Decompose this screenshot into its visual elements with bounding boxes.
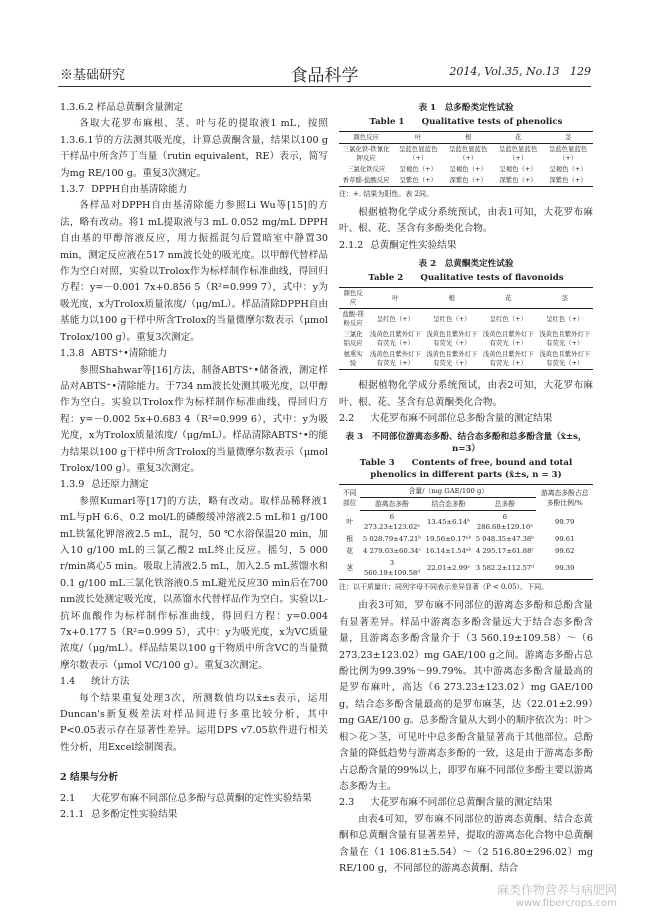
table-cell: 呈红色（+）: [546, 314, 584, 323]
table-2-caption-zh: 表 2 总黄酮类定性试验: [418, 259, 514, 270]
table-cell: 99.79: [555, 518, 575, 527]
table-1-caption-zh: 表 1 总多酚类定性试验: [418, 103, 514, 113]
table-cell: 盐酸-镁粉反应: [342, 310, 364, 328]
paragraph: 根据植物化学成分系统预试，由表2可知，大花罗布麻叶、根、花、茎含有总黄酮类化合物。: [339, 380, 593, 408]
heading-text: 结果与分析: [70, 772, 118, 784]
paragraph: 参照Shahwar等[16]方法，制备ABTS⁺•储备液，测定样品对ABTS⁺•清除能力。于734 nm波长处测其吸光度，以甲醇作为空白。实验以Trolox作为标样制作标准曲线，得回归方程：y=－0.002 5x+0.683 4（R²=0.999 6），式中：y为吸光度，x为Trolox质量浓度/（μg/mL）。样品清除ABTS⁺•的能力结果以100 g干样中所含Trolox的当量微摩尔数表示（μmol Trolox/100 g）。重复3次测定。: [60, 364, 328, 474]
heading-text: 总多酚定性实验结果: [91, 809, 178, 821]
table-cell: 99.61: [555, 535, 575, 544]
table-cell: 22.01±2.99ᵃ: [424, 557, 474, 580]
table-cell: 3 582.2±112.57ᵈ: [473, 557, 536, 580]
table-cell: 浅黄色且紫外灯下有荧光（+）: [537, 349, 593, 370]
heading-number: 2: [60, 772, 67, 784]
table-2: [339, 258, 593, 370]
heading-number: 2.1.1: [60, 809, 85, 821]
paragraph: 参照Kumarl等[17]的方法，略有改动。取样品稀释液1 mL与pH 6.6、0.2 mol/L的磷酸缓冲溶液2.5 mL和1 g/100 mL铁氰化钾溶液2.5 mL，混匀，50 ℃水浴保温20 min，加入10 g/100 mL的三氯乙酸2 mL终止反应。摇匀，5 000 r/min离心5 min。吸取上清液2.5 mL，加入2.5 mL蒸馏水和0.1 g/100 mL三氯化铁溶液0.5 mL避光反应30 min后在700 nm波长处测定吸光度，以蒸馏水代替样品作为空白。实验以L-抗坏血酸作为标样制作标准曲线，得回归方程：y=0.004 7x+0.177 5（R²=0.999 5），式中：y为吸光度，x为VC质量浓度/（μg/mL）。样品结果以100 g干物质中所含VC的当量微摩尔数表示（μmol VC/100 g）。重复3次测定。: [60, 495, 328, 671]
heading-text: 统计方法: [91, 676, 130, 688]
table-header-cell: 茎: [537, 288, 593, 309]
left-column: [60, 100, 328, 823]
right-block-b: [339, 378, 593, 427]
table-3-header-ratio: 游离态多酚占总多酚比例/%: [536, 485, 593, 511]
paragraph: 由表4可知，罗布麻不同部位的游离态黄酮、结合态黄酮和总黄酮含量有显著差异，提取的游离态化合物中总黄酮含量在（1 106.81±5.54）～（2 516.80±296.02）mg RE/100 g，不同部位的游离态黄酮、结合: [339, 813, 593, 874]
table-cell: 呈蓝色显蓝色（+）: [498, 145, 538, 162]
table-header-cell: 花: [493, 132, 543, 144]
subsection-heading: [60, 182, 328, 198]
table-cell: 呈褐色（+）: [399, 165, 437, 173]
table-cell: 5 048.35±47.38ᵇ: [475, 535, 534, 544]
heading-number: 1.4: [60, 676, 76, 688]
issue-and-page: [449, 65, 591, 78]
table-cell: 99.39: [536, 557, 593, 580]
table-cell: 浅黄色且紫外灯下有荧光（+）: [369, 330, 421, 348]
right-column: [339, 100, 593, 877]
issue-info: 2014, Vol.35, No.13: [449, 65, 560, 78]
paragraph: 各样品对DPPH自由基清除能力参照Li Wu等[15]的方法，略有改动。将1 mL提取液与3 mL 0.052 mg/mL DPPH自由基的甲醇溶液反应，用力振摇混匀后置暗室中静置30 min，测定反应液在517 nm波长处的吸光度。以甲醇代替样品作为空白对照，实验以Trolox作为标样制作标准曲线，得回归方程：y=－0.001 7x+0.856 5（R²=0.999 7），式中：y为吸光度，x为Trolox质量浓度/（μg/mL）。样品清除DPPH自由基能力以100 g干样中所含Trolox的当量微摩尔数表示（μmol Trolox/100 g）。重复3次测定。: [60, 200, 328, 343]
table-cell: 99.62: [555, 547, 575, 556]
table-2-grid: [339, 287, 593, 370]
table-row: [339, 349, 593, 370]
subsection-heading: [60, 674, 328, 690]
table-cell: 5 028.79±47.21ᵇ: [362, 535, 422, 544]
table-row: [339, 557, 593, 580]
subsection-heading: [339, 411, 593, 427]
heading-text: DPPH自由基清除能力: [91, 184, 188, 196]
subsection-heading: [60, 807, 328, 823]
table-cell: 呈红色（+）: [489, 314, 527, 323]
table-header-cell: 花: [480, 288, 536, 309]
heading-text: 大花罗布麻不同部位总多酚与总黄酮的定性实验结果: [91, 792, 312, 804]
paragraph: 每个结果重复处理3次，所测数值均以x̄±s表示，运用Duncan's新复极差法对样品间进行多重比较分析，其中P<0.05表示存在显著性差异。运用DPS v7.05软件进行相关性分析，用Excel绘制图表。: [60, 692, 328, 753]
watermark-name: 麻类作物营养与病肥网: [496, 883, 617, 897]
header-rule: [58, 86, 591, 87]
table-3-caption-en: Table 3 Contents of free, bound and total phenolics in different parts (x̄±s, n = 3): [359, 458, 573, 481]
heading-text: 大花罗布麻不同部位总黄酮含量的测定结果: [370, 797, 553, 809]
table-cell: 根: [346, 535, 354, 544]
table-1: [339, 102, 593, 199]
subsection-heading: [60, 791, 328, 807]
heading-number: 1.3.8: [60, 348, 85, 360]
table-cell: 三氯化铝反应: [343, 330, 363, 348]
table-3: [339, 431, 593, 592]
table-1-caption-en: Table 1 Qualitative tests of phenolics: [369, 117, 563, 127]
table-cell: 三氯化铁-铁氰化钾反应: [342, 145, 390, 162]
table-3-caption-zh: 表 3 不同部位游离态多酚、结合态多酚和总多酚含量（x̄±s，n=3）: [345, 432, 587, 455]
table-cell: 呈蓝色显蓝色（+）: [448, 145, 488, 162]
table-2-caption-en: Table 2 Qualitative tests of flavonoids: [368, 273, 564, 284]
table-header-cell: 颜色反应: [339, 288, 367, 309]
table-cell: 6 273.23±123.02ᵃ: [364, 513, 420, 532]
table-row: [339, 533, 593, 545]
table-cell: 深紫色（+）: [543, 175, 593, 187]
table-3-sub-total: 总多酚: [473, 498, 536, 511]
table-cell: 4 279.03±60.34ᶜ: [363, 547, 421, 556]
table-cell: 浅黄色且紫外灯下有荧光（+）: [367, 349, 423, 370]
table-3-sub-free: 游离态多酚: [360, 498, 423, 511]
table-header-cell: 茎: [543, 132, 593, 144]
page-number: 129: [570, 65, 591, 78]
section-heading: [60, 770, 328, 786]
watermark: [497, 883, 617, 911]
table-cell: 呈褐色（+）: [549, 165, 587, 173]
subsection-heading: [339, 238, 593, 254]
table-cell: 浅黄色且紫外灯下有荧光（+）: [480, 349, 536, 370]
right-block-c: [339, 598, 593, 877]
table-cell: 19.56±0.17ᵃᵇ: [425, 535, 472, 544]
table-cell: 16.14±1.54ᵃᵇ: [425, 547, 472, 556]
table-1-note: 注：+. 结果为阳性。表 2同。: [339, 190, 433, 198]
table-cell: 香草醛-盐酸反应: [339, 175, 393, 187]
heading-number: 2.2: [339, 413, 355, 425]
paragraph: 根据植物化学成分系统预试，由表1可知，大花罗布麻叶、根、花、茎含有多酚类化合物。: [339, 207, 593, 235]
table-header-cell: 根: [424, 288, 480, 309]
table-cell: 深紫色（+）: [443, 175, 493, 187]
table-cell: 呈褐色（+）: [499, 165, 537, 173]
table-cell: 浅黄色且紫外灯下有荧光（+）: [539, 330, 591, 348]
heading-number: 2.3: [339, 797, 355, 809]
table-cell: 6 286.68±129.16ᵃ: [476, 513, 533, 532]
table-row: [339, 164, 593, 175]
table-row: [339, 309, 593, 330]
table-cell: 呈红色（+）: [376, 314, 415, 323]
heading-text: 样品总黄酮含量测定: [96, 102, 183, 113]
table-cell: 浅黄色且紫外灯下有荧光（+）: [482, 330, 534, 348]
heading-number: 1.3.9: [60, 479, 85, 491]
heading-number: 2.1: [60, 792, 76, 804]
table-cell: 呈蓝色显蓝色（+）: [548, 145, 588, 162]
watermark-url: www.fibercrops.com: [515, 898, 617, 909]
table-3-grid: [339, 484, 593, 580]
table-cell: 氨熏实验: [339, 349, 367, 370]
paragraph: 各取大花罗布麻根、茎、叶与花的提取液1 mL，按照1.3.6.1节的方法测其吸光度，计算总黄酮含量，结果以100 g干样品中所含芦丁当量（rutin equivalent，RE）表示，简写为mg RE/100 g。重复3次测定。: [60, 118, 328, 179]
table-header-cell: 根: [443, 132, 493, 144]
right-block-a: [339, 205, 593, 254]
heading-number: 2.1.2: [339, 239, 364, 251]
table-cell: 浅黄色且紫外灯下有荧光（+）: [426, 330, 478, 348]
heading-text: 大花罗布麻不同部位总多酚含量的测定结果: [370, 413, 553, 425]
table-cell: 13.45±6.14ᵇ: [426, 518, 470, 527]
table-cell: 呈蓝色显蓝色（+）: [399, 145, 438, 162]
table-cell: 呈紫色（+）: [393, 175, 443, 187]
table-header-cell: 叶: [367, 288, 423, 309]
heading-number: 1.3.7: [60, 184, 85, 196]
table-1-grid: [339, 131, 593, 187]
table-cell: 浅黄色且紫外灯下有荧光（+）: [424, 349, 480, 370]
paragraph: 由表3可知，罗布麻不同部位的游离态多酚和总酚含量有显著差异。样品中游离态多酚含量远大于结合态多酚含量，且游离态多酚含量介于（3 560.19±109.58）～（6 273.23±123.02）mg GAE/100 g之间。游离态多酚占总酚比例为99.39%～99.79%。其中游离态多酚含量最高的是罗布麻叶，高达（6 273.23±123.02）mg GAE/100 g，结合态多酚含量最高的是罗布麻茎，达（22.01±2.99）mg GAE/100 g。总多酚含量从大到小的顺序依次为：叶＞根＞花＞茎，可见叶中总多酚含量显著高于其他部位。总酚含量的降低趋势与游离态多酚的一致，这是由于游离态多酚占总酚含量的99%以上，即罗布麻不同部位多酚主要以游离态多酚为主。: [339, 600, 593, 792]
subsection-heading: [60, 346, 328, 362]
table-3-header-group: 含量/（mg GAE/100 g）: [360, 485, 536, 498]
table-cell: 深紫色（+）: [493, 175, 543, 187]
table-row: [339, 144, 593, 165]
table-row: [339, 329, 593, 349]
table-cell: 花: [346, 547, 354, 556]
table-header-cell: 叶: [393, 132, 443, 144]
table-cell: 茎: [339, 557, 360, 580]
subsection-heading: [60, 477, 328, 493]
table-3-note: 注：以干质量计；同列字母不同表示差异显著（P < 0.05）。下同。: [339, 583, 549, 592]
heading-text: ABTS⁺•清除能力: [91, 348, 168, 360]
running-header-section: ※基础研究: [60, 68, 126, 83]
table-header-cell: 颜色反应: [339, 132, 393, 144]
table-3-header-part: 不同部位: [339, 485, 360, 511]
subsection-heading: [60, 100, 328, 116]
heading-text: 总黄酮定性实验结果: [370, 239, 457, 251]
heading-text: 总还原力测定: [91, 479, 149, 491]
journal-title: 食品科学: [290, 66, 359, 86]
table-cell: 三氯化铁反应: [346, 165, 386, 173]
heading-number: 1.3.6.2: [60, 102, 94, 113]
table-row: [339, 175, 593, 187]
table-3-sub-bound: 结合态多酚: [424, 498, 474, 511]
table-row: [339, 511, 593, 534]
table-cell: 3 560.19±109.58ᵈ: [360, 557, 423, 580]
table-row: [339, 545, 593, 557]
table-cell: 呈褐色（+）: [449, 165, 487, 173]
table-cell: 叶: [346, 518, 354, 527]
subsection-heading: [339, 795, 593, 811]
table-cell: 4 295.17±61.88ᶜ: [475, 547, 534, 556]
table-cell: 呈红色（+）: [433, 314, 471, 323]
